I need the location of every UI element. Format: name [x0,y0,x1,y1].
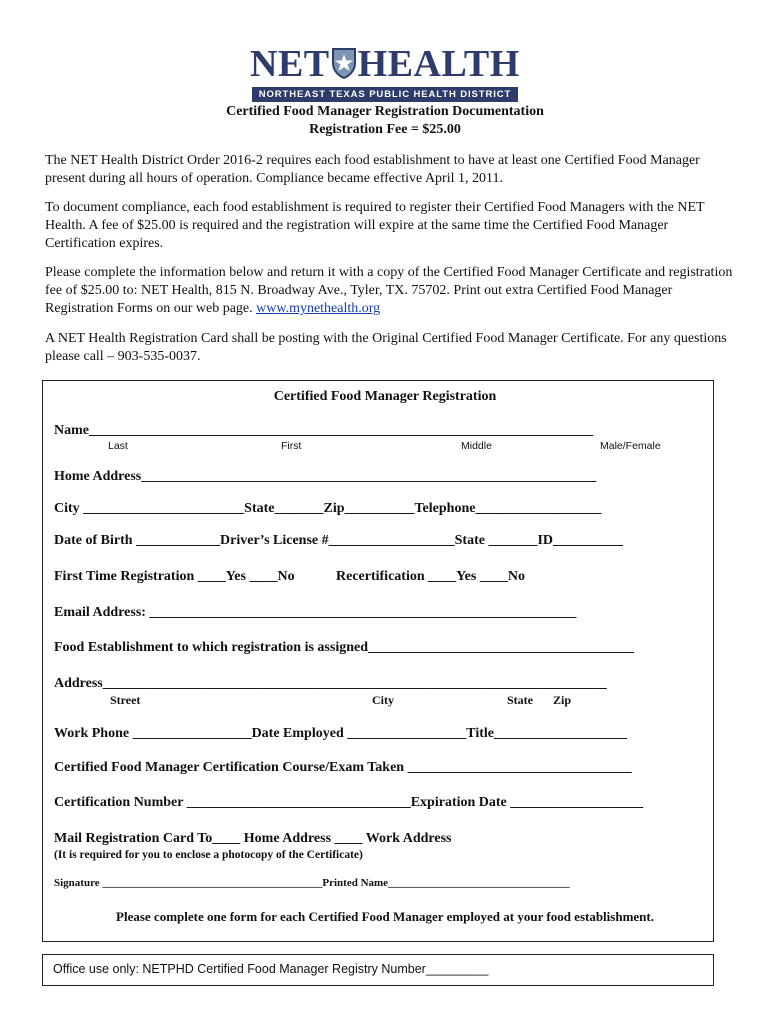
certification-number-field[interactable]: Certification Number ________________________________Expiration Date ___________________ [54,795,644,810]
office-use-text[interactable]: Office use only: NETPHD Certified Food Manager Registry Number_________ [53,962,489,976]
logo [250,44,520,102]
website-link[interactable]: www.mynethealth.org [256,301,381,316]
shield-star-icon [331,47,357,79]
address-zip-label: Zip [553,693,572,707]
registration-fee: Registration Fee = $25.00 [309,122,461,137]
email-field[interactable]: Email Address: _____________________________________________________________ [54,605,577,620]
recertification-field[interactable]: Recertification ____Yes ____No [336,569,525,584]
address-state-label: State [507,693,533,707]
address-street-label: Street [110,693,141,707]
name-first-label: First [281,440,302,452]
intro-paragraph-3 [45,264,735,318]
intro-paragraph-4: A NET Health Registration Card shall be posting with the Original Certified Food Manager Certificate. For any questions please call – 903-535-0037. [45,331,727,364]
form-title: Certified Food Manager Registration [273,389,497,404]
logo-wordmark [250,44,520,84]
food-establishment-field[interactable]: Food Establishment to which registration is assigned______________________________________ [54,640,634,655]
dob-license-field[interactable]: Date of Birth ____________Driver’s License #__________________State _______ID__________ [54,533,624,548]
logo-net-text: NET [250,43,330,85]
photocopy-note: (It is required for you to enclose a photocopy of the Certificate) [54,849,363,861]
logo-health-text: HEALTH [357,43,520,85]
closing-instruction: Please complete one form for each Certified Food Manager employed at your food establishment. [116,909,654,924]
course-exam-field[interactable]: Certified Food Manager Certification Course/Exam Taken ________________________________ [54,760,632,775]
intro-paragraph-3-text: Please complete the information below and return it with a copy of the Certified Food Manager Certificate and registration fee of $25.00 to: NET Health, 815 N. Broadway Ave., Tyler, TX. 75702. Print out extra Certified Food Manager Registration Forms on our web page. [45,265,733,316]
name-last-label: Last [108,440,128,452]
city-state-zip-telephone-field[interactable]: City _______________________State_______Zip__________Telephone__________________ [54,501,602,516]
intro-paragraph-2: To document compliance, each food establishment is required to register their Certified Food Managers with the NET Health. A fee of $25.00 is required and the registration will expire at the same time the Certified Food Manager Certification expires. [45,200,705,251]
first-time-registration-field[interactable]: First Time Registration ____Yes ____No [54,569,295,584]
sex-label: Male/Female [600,440,661,452]
logo-subtitle: NORTHEAST TEXAS PUBLIC HEALTH DISTRICT [252,87,518,102]
home-address-field[interactable]: Home Address_________________________________________________________________ [54,469,597,484]
name-field[interactable]: Name________________________________________________________________________ [54,423,593,438]
signature-field[interactable]: Signature ________________________________________Printed Name_________________________________ [54,877,570,889]
establishment-address-field[interactable]: Address________________________________________________________________________ [54,676,607,691]
mail-registration-card-field[interactable]: Mail Registration Card To____ Home Address ____ Work Address [54,831,452,846]
office-use-box [42,954,714,986]
work-phone-employed-title-field[interactable]: Work Phone _________________Date Employed _________________Title___________________ [54,726,627,741]
name-middle-label: Middle [461,440,492,452]
address-city-label: City [372,693,394,707]
intro-paragraph-1: The NET Health District Order 2016-2 requires each food establishment to have at least one Certified Food Manager present during all hours of operation. Compliance became effective April 1, 2011. [45,153,700,186]
document-title: Certified Food Manager Registration Documentation [226,104,544,119]
